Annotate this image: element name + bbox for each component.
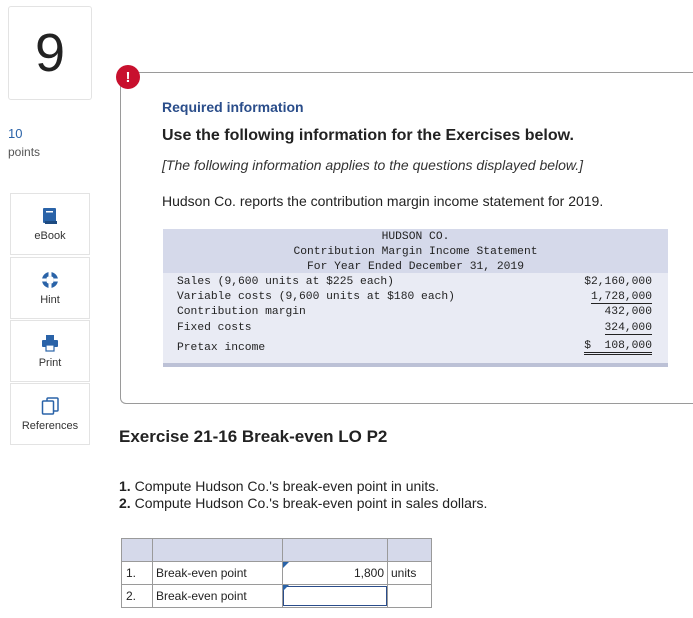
question-2-number: 2.: [119, 495, 131, 511]
statement-row-amount: $ 108,000: [584, 340, 652, 355]
statement-bottom-bar: [163, 363, 668, 367]
intro-text: Hudson Co. reports the contribution margin income statement for 2019.: [162, 193, 604, 209]
print-button[interactable]: [10, 320, 90, 382]
answer-marker-icon: [283, 585, 289, 591]
answer-table-header: [122, 539, 432, 562]
statement-row-label: Pretax income: [177, 342, 266, 354]
statement-row-label: Variable costs (9,600 units at $180 each): [177, 291, 455, 303]
question-number-box: [8, 6, 92, 100]
statement-row-amount: $2,160,000: [584, 276, 652, 288]
print-label: Print: [38, 357, 62, 369]
break-even-sales-cell[interactable]: [283, 585, 388, 608]
statement-title: Contribution Margin Income Statement: [293, 246, 538, 258]
statement-row-label: Contribution margin: [177, 306, 306, 318]
references-button[interactable]: [10, 383, 90, 445]
applies-note: [The following information applies to the questions displayed below.]: [162, 157, 584, 173]
question-1-text: Compute Hudson Co.'s break-even point in units.: [134, 478, 440, 494]
exercise-title: Exercise 21-16 Break-even LO P2: [119, 427, 388, 446]
hint-button[interactable]: [10, 257, 90, 319]
table-row: [122, 562, 432, 585]
answer-row-unit: units: [388, 562, 432, 585]
answer-marker-icon: [283, 562, 289, 568]
statement-row-label: Sales (9,600 units at $225 each): [177, 276, 394, 288]
ebook-label: eBook: [34, 230, 66, 242]
statement-period: For Year Ended December 31, 2019: [307, 261, 524, 273]
ebook-icon: [41, 207, 59, 225]
alert-icon: !: [116, 65, 140, 89]
references-icon: [41, 397, 59, 415]
hint-lifebuoy-icon: [41, 271, 59, 289]
required-info-title: Required information: [162, 99, 304, 115]
answer-row-number: 2.: [122, 585, 153, 608]
statement-row-amount: 432,000: [604, 306, 652, 318]
answer-row-number: 1.: [122, 562, 153, 585]
answer-table: [121, 538, 432, 608]
question-1-number: 1.: [119, 478, 131, 494]
points-label: points: [8, 145, 41, 159]
question-2: [119, 495, 487, 511]
answer-row-unit: [388, 585, 432, 608]
hint-label: Hint: [40, 294, 60, 306]
references-label: References: [21, 420, 79, 432]
question-1: [119, 478, 439, 494]
table-row: [122, 585, 432, 608]
break-even-units-value[interactable]: 1,800: [353, 566, 384, 580]
print-icon: [41, 334, 59, 352]
statement-company: HUDSON CO.: [381, 231, 450, 243]
statement-row-amount: 324,000: [604, 322, 652, 334]
statement-row-amount: 1,728,000: [590, 291, 652, 303]
statement-row-label: Fixed costs: [177, 322, 252, 334]
question-2-text: Compute Hudson Co.'s break-even point in sales dollars.: [134, 495, 488, 511]
question-number: 9: [34, 23, 66, 83]
points-value: 10: [8, 126, 23, 141]
break-even-sales-input[interactable]: [283, 586, 387, 606]
income-statement: [163, 229, 668, 367]
use-info-heading: Use the following information for the Exercises below.: [162, 127, 574, 144]
answer-row-label: Break-even point: [153, 562, 283, 585]
answer-row-label: Break-even point: [153, 585, 283, 608]
break-even-units-cell[interactable]: [283, 562, 388, 585]
ebook-button[interactable]: [10, 193, 90, 255]
